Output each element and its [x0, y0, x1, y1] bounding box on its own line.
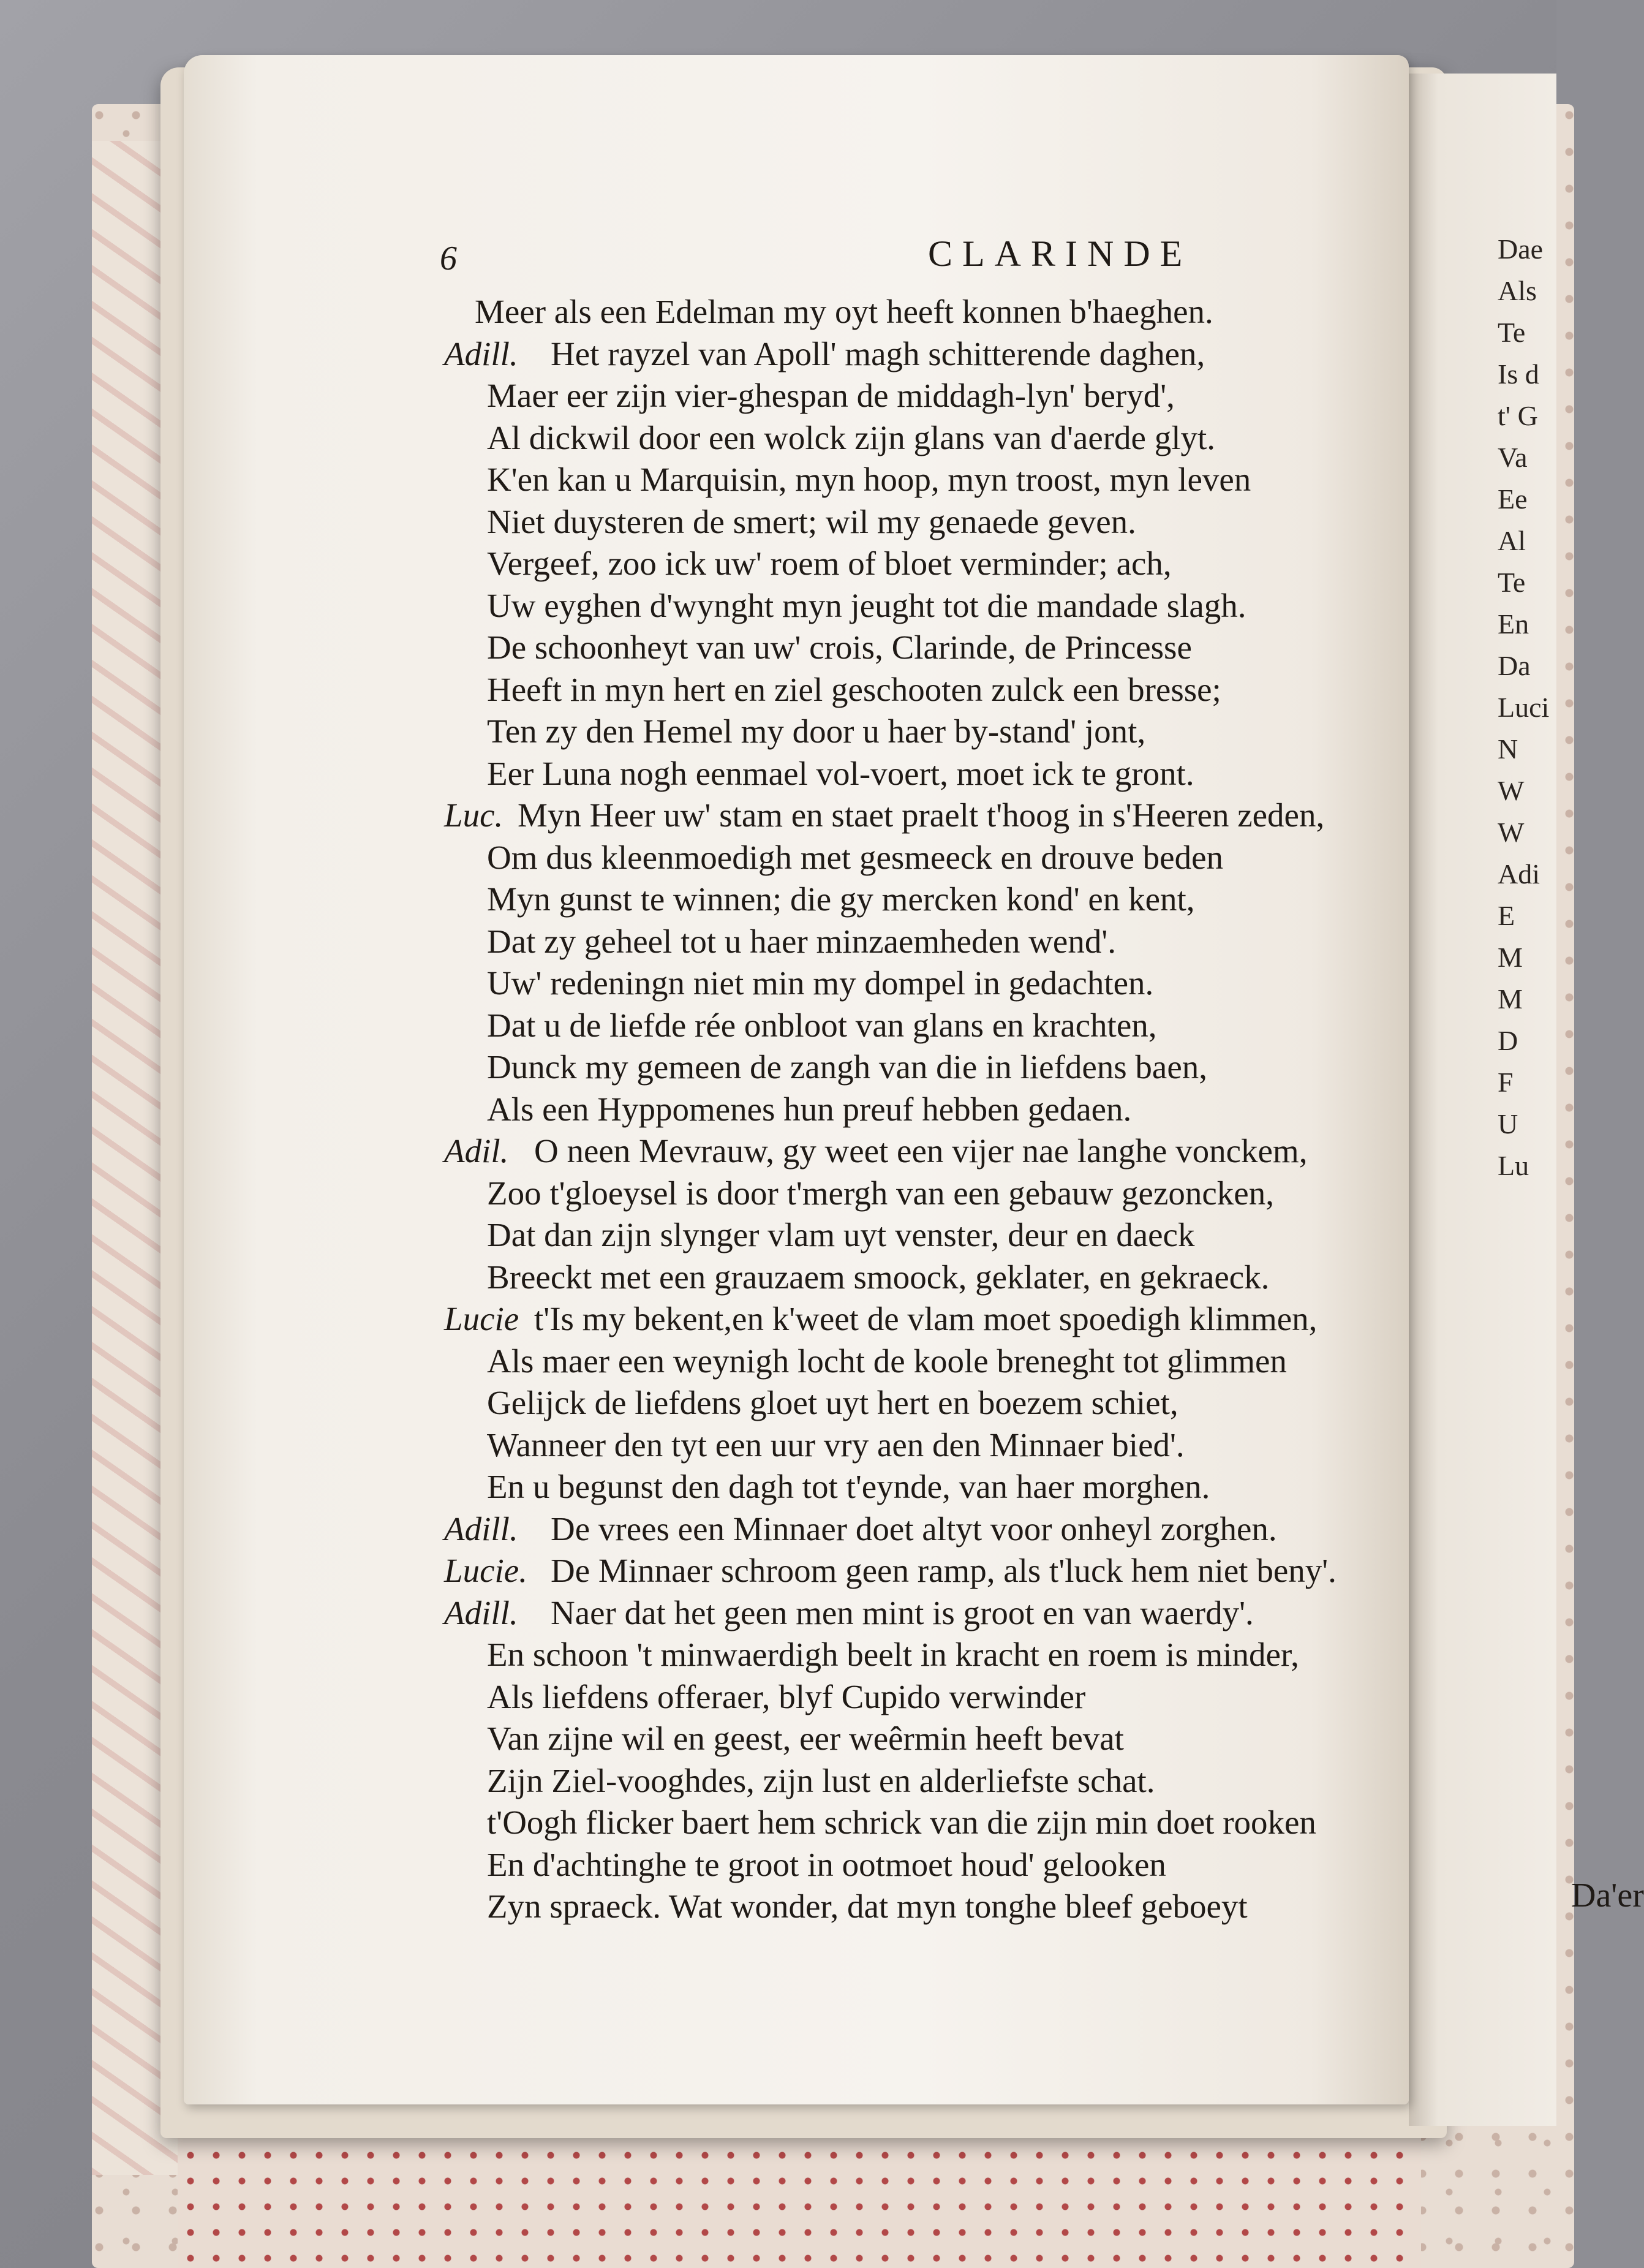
facing-page-fragment: Da — [1498, 650, 1531, 681]
page-text — [184, 55, 1644, 2104]
facing-page-fragment: W — [1498, 817, 1525, 848]
facing-page — [1409, 74, 1556, 2126]
verse-block — [184, 291, 1409, 1928]
verse-text: Dat u de liefde rée onbloot van glans en krachten, — [487, 1006, 1157, 1044]
verse-line — [184, 375, 1409, 417]
verse-line — [184, 669, 1409, 711]
verse-line — [184, 1257, 1409, 1299]
verse-text: Om dus kleenmoedigh met gesmeeck en drouve beden — [487, 838, 1223, 876]
verse-text: Zoo t'gloeysel is door t'mergh van een gebauw gezoncken, — [487, 1174, 1274, 1212]
verse-line — [184, 333, 1409, 376]
verse-line — [184, 1382, 1409, 1424]
verse-text: Al dickwil door een wolck zijn glans van d'aerde glyt. — [487, 418, 1216, 456]
speaker-name: Adill. — [444, 1593, 518, 1631]
verse-text: En u begunst den dagh tot t'eynde, van haer morghen. — [487, 1468, 1210, 1505]
verse-text: Uw eyghen d'wynght myn jeught tot die mandade slagh. — [487, 586, 1246, 624]
verse-line — [184, 291, 1409, 333]
verse-line — [184, 711, 1409, 753]
verse-line — [184, 1508, 1409, 1551]
verse-text: Zijn Ziel-vooghdes, zijn lust en alderliefste schat. — [487, 1761, 1155, 1799]
verse-line — [184, 585, 1409, 627]
verse-text: Vergeef, zoo ick uw' roem of bloet verminder; ach, — [487, 545, 1172, 582]
verse-line — [184, 1340, 1409, 1383]
facing-page-fragment: Dae — [1498, 233, 1544, 265]
verse-line — [184, 1634, 1409, 1676]
facing-page-fragment: E — [1498, 900, 1515, 931]
verse-line — [184, 1676, 1409, 1718]
verse-text: Heeft in myn hert en ziel geschooten zulck een bresse; — [487, 670, 1221, 708]
verse-text: En d'achtinghe te groot in ootmoet houd' gelooken — [487, 1845, 1166, 1883]
verse-line — [184, 1298, 1409, 1340]
verse-line — [184, 543, 1409, 585]
speaker-name: Lucie. — [444, 1552, 527, 1589]
verse-line — [184, 837, 1409, 879]
facing-page-fragment: Luci — [1498, 692, 1550, 723]
verse-line — [184, 753, 1409, 795]
marbled-cover-bottom — [178, 2117, 1421, 2268]
speaker-name: Adil. — [444, 1132, 509, 1170]
verse-text: Ten zy den Hemel my door u haer by-stand' jont, — [487, 713, 1146, 750]
facing-page-fragment: M — [1498, 942, 1523, 973]
verse-text: t'Is my bekent,en k'weet de vlam moet spoedigh klimmen, — [534, 1300, 1318, 1337]
verse-text: Maer eer zijn vier-ghespan de middagh-lyn' beryd', — [487, 377, 1175, 414]
facing-page-fragment: Al — [1498, 525, 1526, 556]
facing-page-fragment: W — [1498, 775, 1525, 806]
facing-page-fragment: Lu — [1498, 1150, 1529, 1181]
verse-text: Myn gunst te winnen; die gy mercken kond' en kent, — [487, 880, 1195, 918]
verse-line — [184, 921, 1409, 963]
verse-text: Dunck my gemeen de zangh van die in liefdens baen, — [487, 1048, 1207, 1086]
verse-line — [184, 962, 1409, 1005]
verse-text: Naer dat het geen men mint is groot en van waerdy'. — [551, 1593, 1254, 1631]
verse-text: K'en kan u Marquisin, myn hoop, myn troost, myn leven — [487, 461, 1251, 498]
verse-line — [184, 1424, 1409, 1467]
facing-page-fragment: Adi — [1498, 858, 1540, 890]
page-number: 6 — [440, 240, 457, 278]
facing-page-fragment: Als — [1498, 275, 1537, 306]
verse-text: Als liefdens offeraer, blyf Cupido verwinder — [487, 1677, 1086, 1715]
verse-text: Van zijne wil en geest, eer weêrmin heeft bevat — [487, 1720, 1124, 1757]
verse-text: Dat dan zijn slynger vlam uyt venster, deur en daeck — [487, 1216, 1195, 1253]
verse-text: De schoonheyt van uw' crois, Clarinde, de Princesse — [487, 629, 1192, 666]
verse-line — [184, 879, 1409, 921]
verse-text: Uw' redeningn niet min my dompel in gedachten. — [487, 964, 1154, 1002]
facing-page-fragment: N — [1498, 733, 1518, 765]
verse-line — [184, 1214, 1409, 1257]
verse-line — [184, 1130, 1409, 1173]
verse-line — [184, 1802, 1409, 1844]
verse-line — [184, 1046, 1409, 1089]
verse-line — [184, 1592, 1409, 1635]
verse-line — [184, 1466, 1409, 1508]
verse-line — [184, 1550, 1409, 1592]
running-head: CLARINDE — [928, 233, 1193, 274]
verse-line — [184, 417, 1409, 459]
verse-text: Gelijck de liefdens gloet uyt hert en boezem schiet, — [487, 1384, 1178, 1421]
verse-text: Niet duysteren de smert; wil my genaede geven. — [487, 502, 1136, 540]
verse-text: Myn Heer uw' stam en staet praelt t'hoog in s'Heeren zeden, — [518, 796, 1325, 834]
catchword: Da'er — [1571, 1877, 1644, 1915]
facing-page-fragment: En — [1498, 608, 1529, 640]
book-page — [184, 55, 1644, 2104]
verse-text: Het rayzel van Apoll' magh schitterende daghen, — [551, 335, 1205, 372]
verse-line — [184, 795, 1409, 837]
facing-page-fragment: D — [1498, 1025, 1518, 1056]
verse-text: Als maer een weynigh locht de koole breneght tot glimmen — [487, 1342, 1287, 1380]
facing-page-fragment: Va — [1498, 442, 1528, 473]
verse-line — [184, 501, 1409, 543]
verse-text: De vrees een Minnaer doet altyt voor onheyl zorghen. — [551, 1510, 1277, 1548]
verse-line — [184, 627, 1409, 669]
verse-text: En schoon 't minwaerdigh beelt in kracht en roem is minder, — [487, 1636, 1299, 1673]
speaker-name: Adill. — [444, 335, 518, 372]
facing-page-fragment: t' G — [1498, 400, 1538, 431]
verse-line — [184, 1089, 1409, 1131]
verse-text: Zyn spraeck. Wat wonder, dat myn tonghe bleef geboeyt — [487, 1888, 1248, 1925]
facing-page-fragment: F — [1498, 1067, 1514, 1098]
verse-text: Wanneer den tyt een uur vry aen den Minnaer bied'. — [487, 1426, 1185, 1464]
verse-line — [184, 1005, 1409, 1047]
verse-line — [184, 1718, 1409, 1760]
verse-text: Breeckt met een grauzaem smoock, geklater, en gekraeck. — [487, 1258, 1270, 1296]
facing-page-fragment: M — [1498, 983, 1523, 1015]
verse-text: O neen Mevrauw, gy weet een vijer nae langhe vonckem, — [534, 1132, 1308, 1170]
speaker-name: Lucie — [444, 1300, 519, 1337]
facing-page-fragment: U — [1498, 1108, 1518, 1140]
speaker-name: Luc. — [444, 796, 503, 834]
facing-page-fragment: Te — [1498, 317, 1526, 348]
verse-line — [184, 1173, 1409, 1215]
speaker-name: Adill. — [444, 1510, 518, 1548]
facing-page-fragment: Te — [1498, 567, 1526, 598]
verse-text: Dat zy geheel tot u haer minzaemheden wend'. — [487, 922, 1116, 960]
facing-page-fragment: Is d — [1498, 358, 1539, 390]
verse-text: Meer als een Edelman my oyt heeft konnen b'haeghen. — [475, 293, 1213, 330]
verse-text: t'Oogh flicker baert hem schrick van die zijn min doet rooken — [487, 1804, 1316, 1841]
verse-line — [184, 1886, 1409, 1928]
verse-text: De Minnaer schroom geen ramp, als t'luck hem niet beny'. — [551, 1552, 1337, 1589]
verse-line — [184, 1844, 1409, 1886]
verse-line — [184, 1760, 1409, 1802]
facing-page-fragment: Ee — [1498, 483, 1528, 515]
verse-text: Als een Hyppomenes hun preuf hebben gedaen. — [487, 1090, 1132, 1128]
verse-text: Eer Luna nogh eenmael vol-voert, moet ick te gront. — [487, 754, 1194, 792]
verse-line — [184, 459, 1409, 501]
